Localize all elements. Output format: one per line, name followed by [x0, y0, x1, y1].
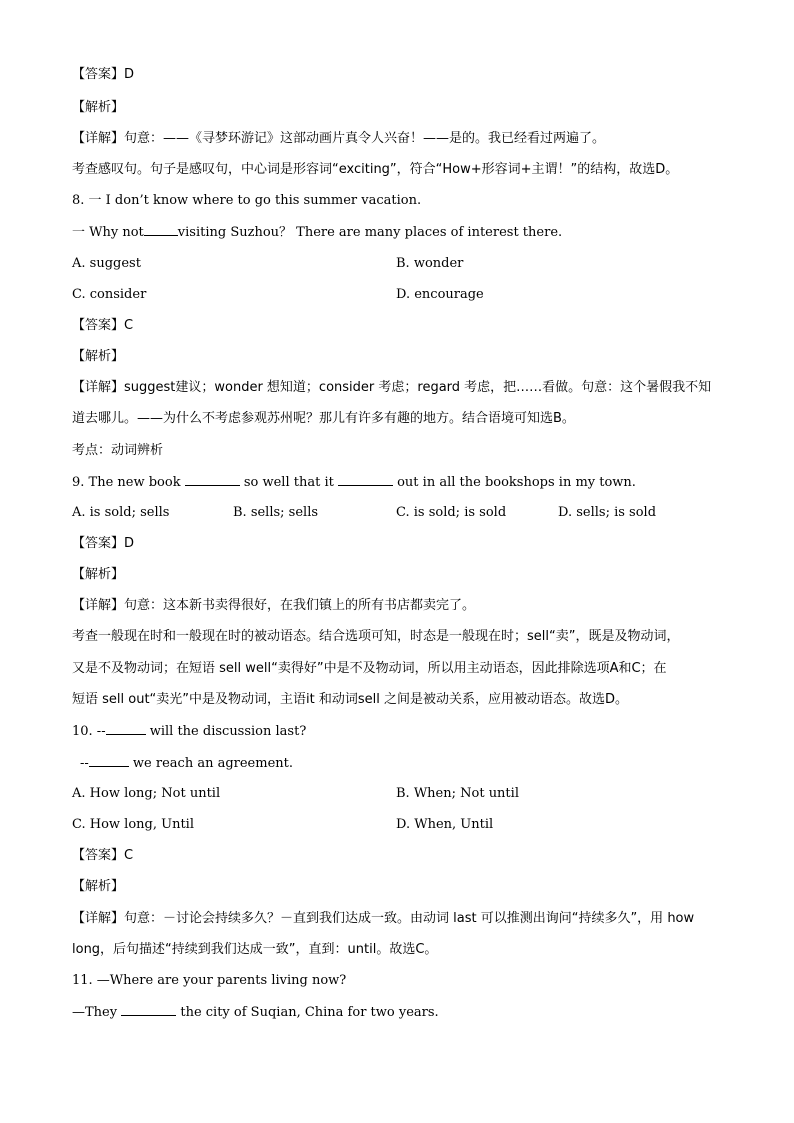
detail-line: 道去哪儿。——为什么不考虑参观苏州呢？那儿有许多有趣的地方。结合语境可知选B。	[72, 411, 575, 426]
option-a: A. How long; Not until	[72, 786, 221, 801]
answer-line: 【答案】D	[72, 536, 135, 551]
detail-line: 短语 sell out“卖光”中是及物动词，主语it 和动词sell 之间是被动关系，应用被动语态。故选D。	[72, 692, 628, 707]
detail-line: 【详解】句意：这本新书卖得很好，在我们镇上的所有书店都卖完了。	[72, 598, 476, 613]
question-8: 8. 一 I don’t know where to go this summer vacation.	[72, 193, 422, 208]
option-a: A. suggest	[72, 256, 141, 271]
analysis-heading: 【解析】	[72, 100, 125, 115]
option-c: C. consider	[72, 287, 147, 302]
detail-line: 【详解】句意：－讨论会持续多久？－直到我们达成一致。由动词 last 可以推测出询问“持续多久”，用 how	[72, 911, 695, 926]
analysis-heading: 【解析】	[72, 349, 125, 364]
option-c: C. is sold; is sold	[396, 505, 507, 520]
answer-line: 【答案】C	[72, 848, 134, 863]
detail-line: 【详解】suggest建议；wonder 想知道；consider 考虑；regard 考虑，把……看做。句意：这个暑假我不知	[72, 380, 712, 395]
answer-blank	[121, 1003, 176, 1016]
question-11-line-2: —They the city of Suqian, China for two years.	[72, 1005, 439, 1020]
answer-blank	[338, 473, 393, 486]
detail-line: 考查一般现在时和一般现在时的被动语态。结合选项可知，时态是一般现在时；sell“卖”，既是及物动词，	[72, 629, 680, 644]
option-d: D. When, Until	[396, 817, 494, 832]
detail-line: 【详解】句意：——《寻梦环游记》这部动画片真令人兴奋！——是的。我已经看过两遍了。	[72, 131, 606, 146]
option-a: A. is sold; sells	[72, 505, 170, 520]
question-10: 10. -- will the discussion last?	[72, 724, 307, 739]
answer-line: 【答案】D	[72, 67, 135, 82]
answer-blank	[185, 473, 240, 486]
question-10-line-2: -- we reach an agreement.	[80, 756, 294, 771]
topic-line: 考点：动词辨析	[72, 443, 164, 458]
analysis-heading: 【解析】	[72, 879, 125, 894]
detail-line: 又是不及物动词；在短语 sell well“卖得好”中是不及物动词，所以用主动语态，因此排除选项A和C；在	[72, 661, 667, 676]
answer-blank	[144, 223, 178, 236]
option-d: D. encourage	[396, 287, 484, 302]
option-b: B. sells; sells	[233, 505, 319, 520]
analysis-heading: 【解析】	[72, 567, 125, 582]
question-8-line-2: 一 Why not visiting Suzhou？ There are many places of interest there.	[72, 225, 563, 240]
answer-line: 【答案】C	[72, 318, 134, 333]
option-b: B. wonder	[396, 256, 464, 271]
option-d: D. sells; is sold	[558, 505, 657, 520]
answer-blank	[106, 722, 146, 735]
option-b: B. When; Not until	[396, 786, 519, 801]
answer-blank	[89, 754, 129, 767]
option-c: C. How long, Until	[72, 817, 194, 832]
detail-line: 考查感叹句。句子是感叹句，中心词是形容词“exciting”，符合“How+形容词+主谓！”的结构，故选D。	[72, 162, 679, 177]
question-11: 11. —Where are your parents living now?	[72, 973, 347, 988]
question-9: 9. The new book so well that it out in all the bookshops in my town.	[72, 475, 636, 490]
detail-line: long，后句描述“持续到我们达成一致”，直到：until。故选C。	[72, 942, 438, 957]
